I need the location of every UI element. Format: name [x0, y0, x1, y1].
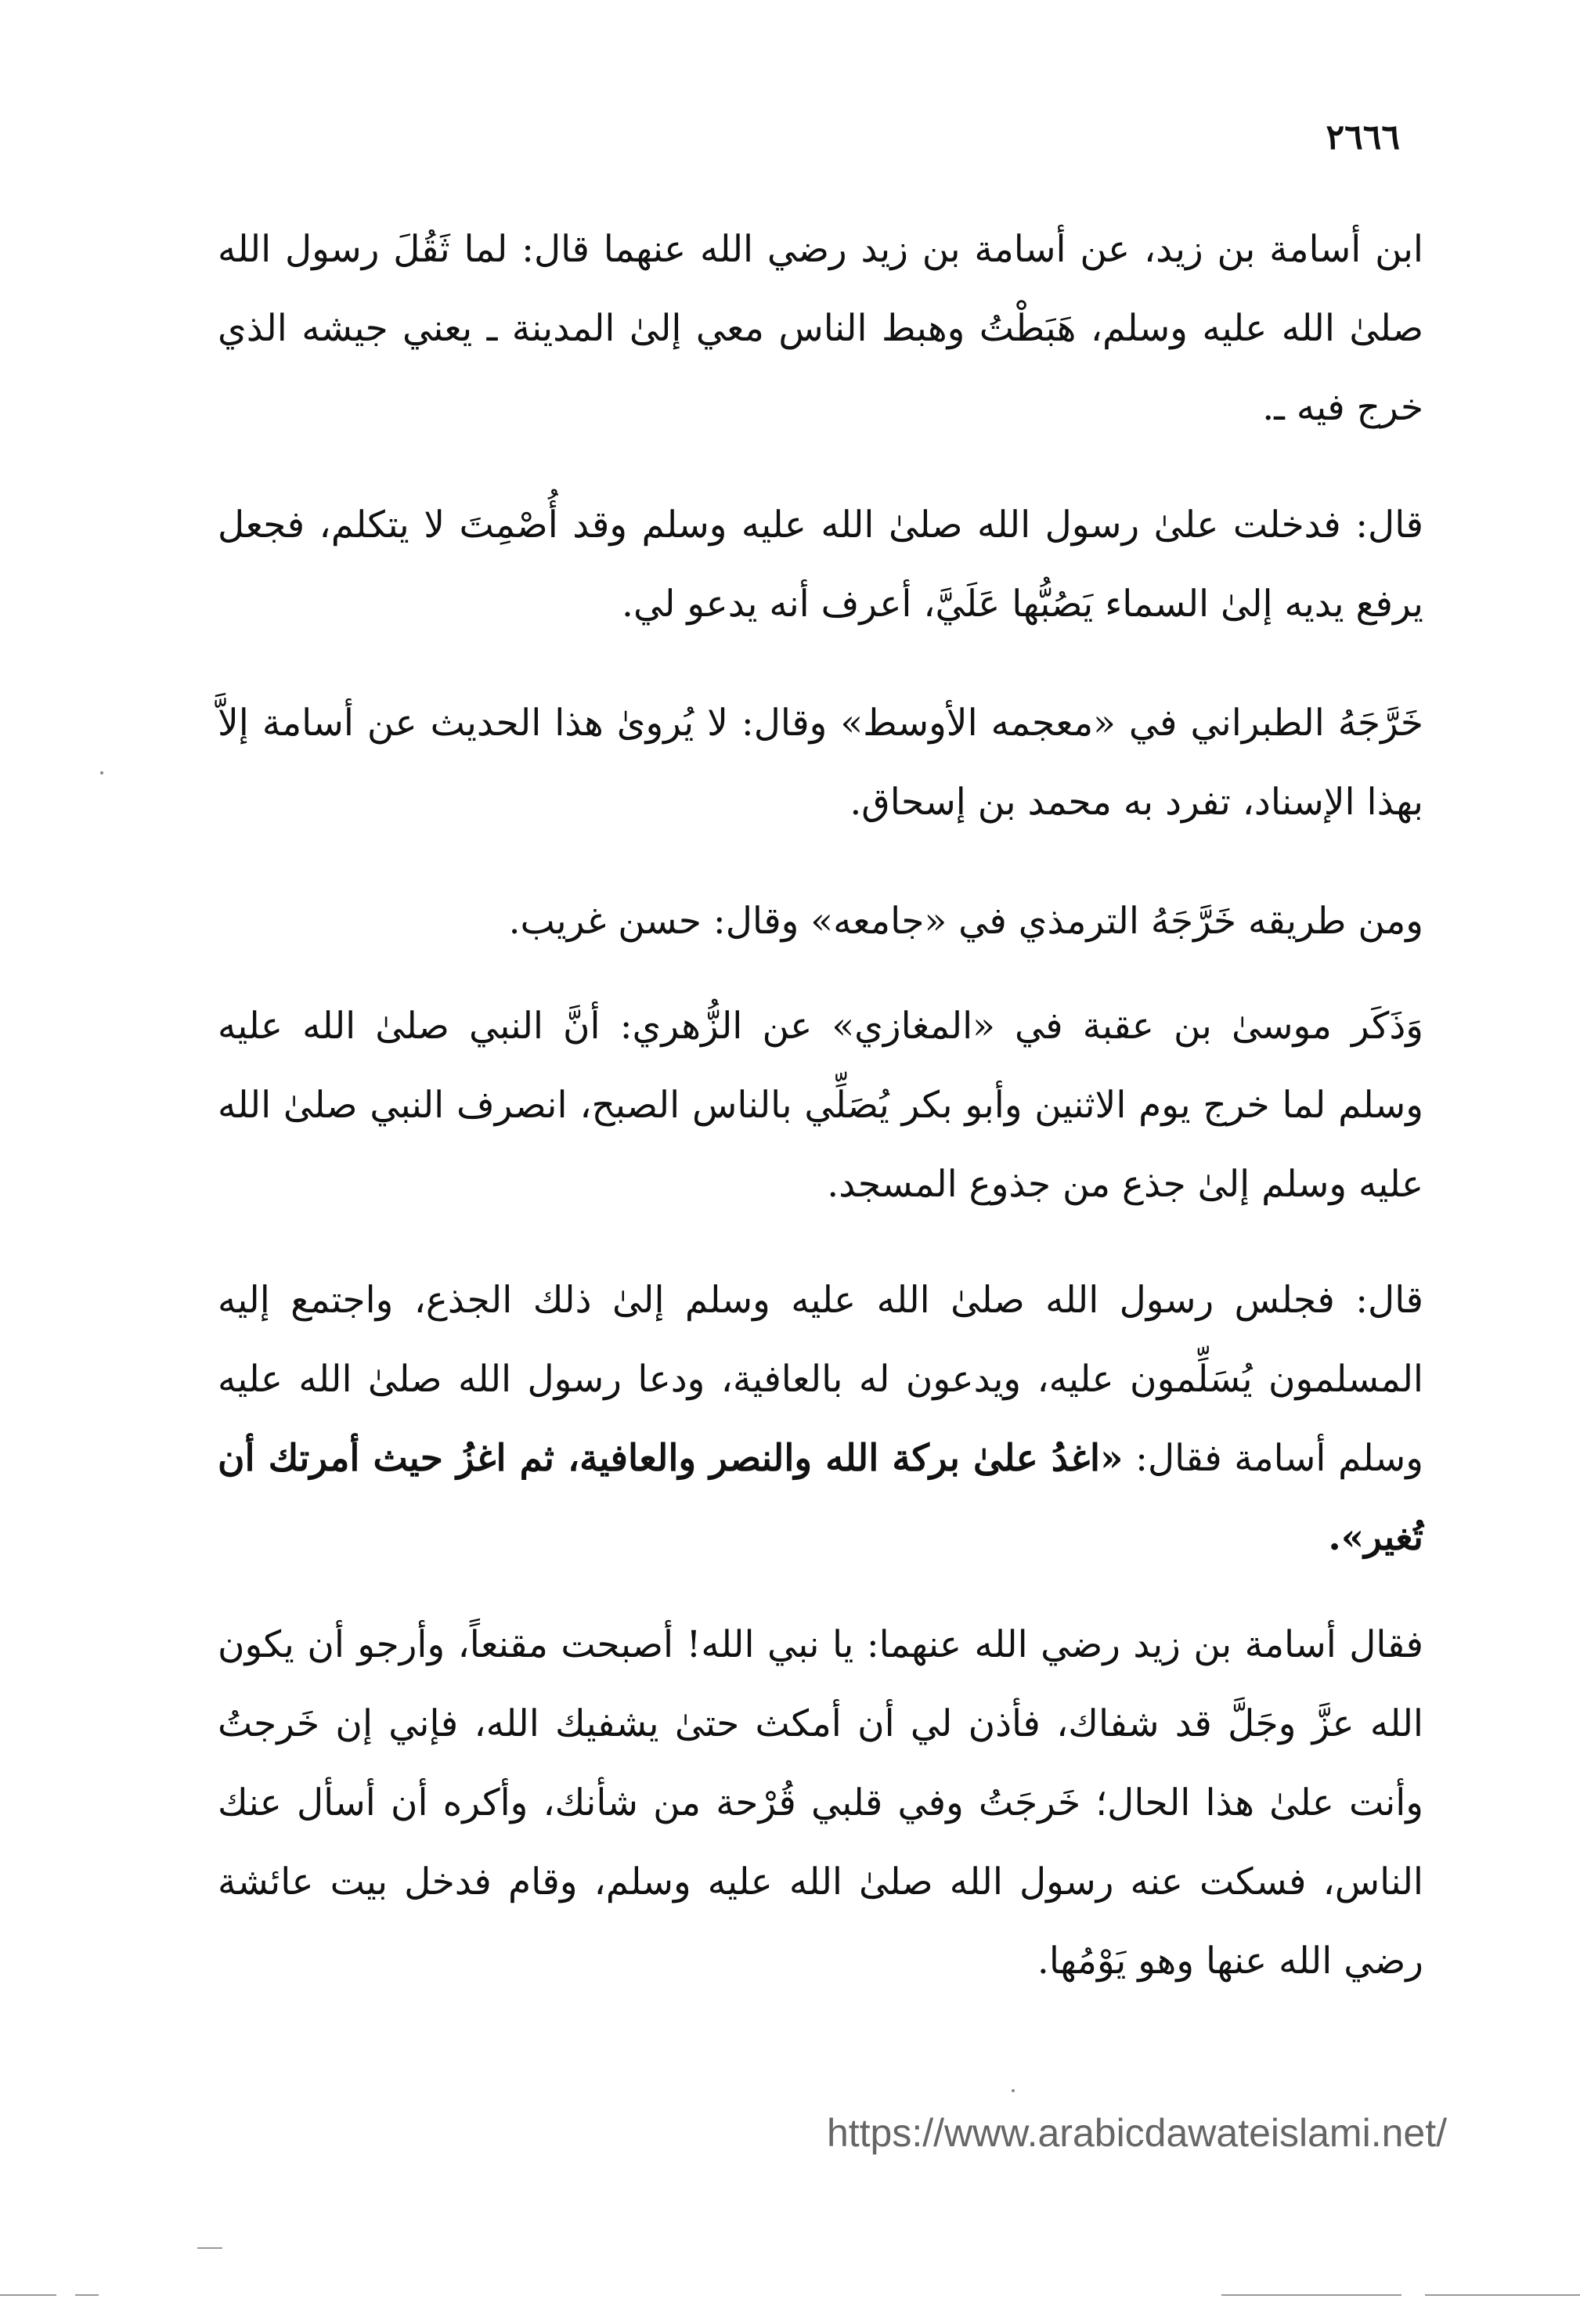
scan-edge-rule [1221, 2294, 1401, 2296]
paragraph-4 [218, 882, 1423, 961]
paragraph-text-plain: قال: فجلس رسول الله صلىٰ الله عليه وسلم إلىٰ ذلك الجذع، واجتمع إليه المسلمون يُسَلِّمون عليه، ويدعون له بالعافية، ودعا رسول الله صلىٰ الله عليه وسلم أسامة فقال: [218, 1279, 1423, 1480]
scan-speck [1012, 2089, 1015, 2092]
prophet-quote: «اغدُ علىٰ بركة الله والنصر والعافية، ثم اغزُ حيث أمرتك أن تُغير». [218, 1437, 1423, 1559]
scan-mark [197, 2247, 222, 2249]
scan-speck [100, 771, 103, 774]
paragraph-1 [218, 210, 1423, 447]
paragraph-6 [218, 1261, 1423, 1577]
paragraph-5 [218, 987, 1423, 1224]
paragraph-text: قال: فدخلت علىٰ رسول الله صلىٰ الله عليه وسلم وقد أُصْمِتَ لا يتكلم، فجعل يرفع يديه إلىٰ السماء يَصُبُّها عَلَيَّ، أعرف أنه يدعو لي. [218, 503, 1423, 626]
paragraph-2 [218, 485, 1423, 644]
paragraph-text: خَرَّجَهُ الطبراني في «معجمه الأوسط» وقال: لا يُروىٰ هذا الحديث عن أسامة إلاَّ بهذا الإسناد، تفرد به محمد بن إسحاق. [218, 702, 1423, 824]
paragraph-text: ومن طريقه خَرَّجَهُ الترمذي في «جامعه» وقال: حسن غريب. [508, 900, 1423, 943]
paragraph-3 [218, 684, 1423, 842]
paragraph-text: ابن أسامة بن زيد، عن أسامة بن زيد رضي الله عنهما قال: لما ثَقُلَ رسول الله صلىٰ الله عليه وسلم، هَبَطْتُ وهبط الناس معي إلىٰ المدينة ـ يعني جيشه الذي خرج فيه ـ. [218, 228, 1423, 429]
scan-edge-rule [1425, 2294, 1580, 2296]
paragraph-text: وَذَكَر موسىٰ بن عقبة في «المغازي» عن الزُّهري: أنَّ النبي صلىٰ الله عليه وسلم لما خرج يوم الاثنين وأبو بكر يُصَلِّي بالناس الصبح، انصرف النبي صلىٰ الله عليه وسلم إلىٰ جذع من جذوع المسجد. [218, 1005, 1423, 1206]
footer-watermark-url: https://www.arabicdawateislami.net/ [826, 2111, 1447, 2155]
paragraph-7 [218, 1605, 1423, 2001]
scan-edge-rule [0, 2294, 56, 2296]
page-number: ٢٦٦٦ [1326, 117, 1400, 157]
scan-edge-rule [75, 2294, 99, 2296]
paragraph-text [218, 1261, 1423, 1577]
paragraph-text: فقال أسامة بن زيد رضي الله عنهما: يا نبي الله! أصبحت مقنعاً، وأرجو أن يكون الله عزَّ وجَلَّ قد شفاك، فأذن لي أن أمكث حتىٰ يشفيك الله، فإني إن خَرجتُ وأنت علىٰ هذا الحال؛ خَرجَتُ وفي قلبي قُرْحة من شأنك، وأكره أن أسأل عنك الناس، فسكت عنه رسول الله صلىٰ الله عليه وسلم، وقام فدخل بيت عائشة رضي الله عنها وهو يَوْمُها. [218, 1623, 1423, 1983]
